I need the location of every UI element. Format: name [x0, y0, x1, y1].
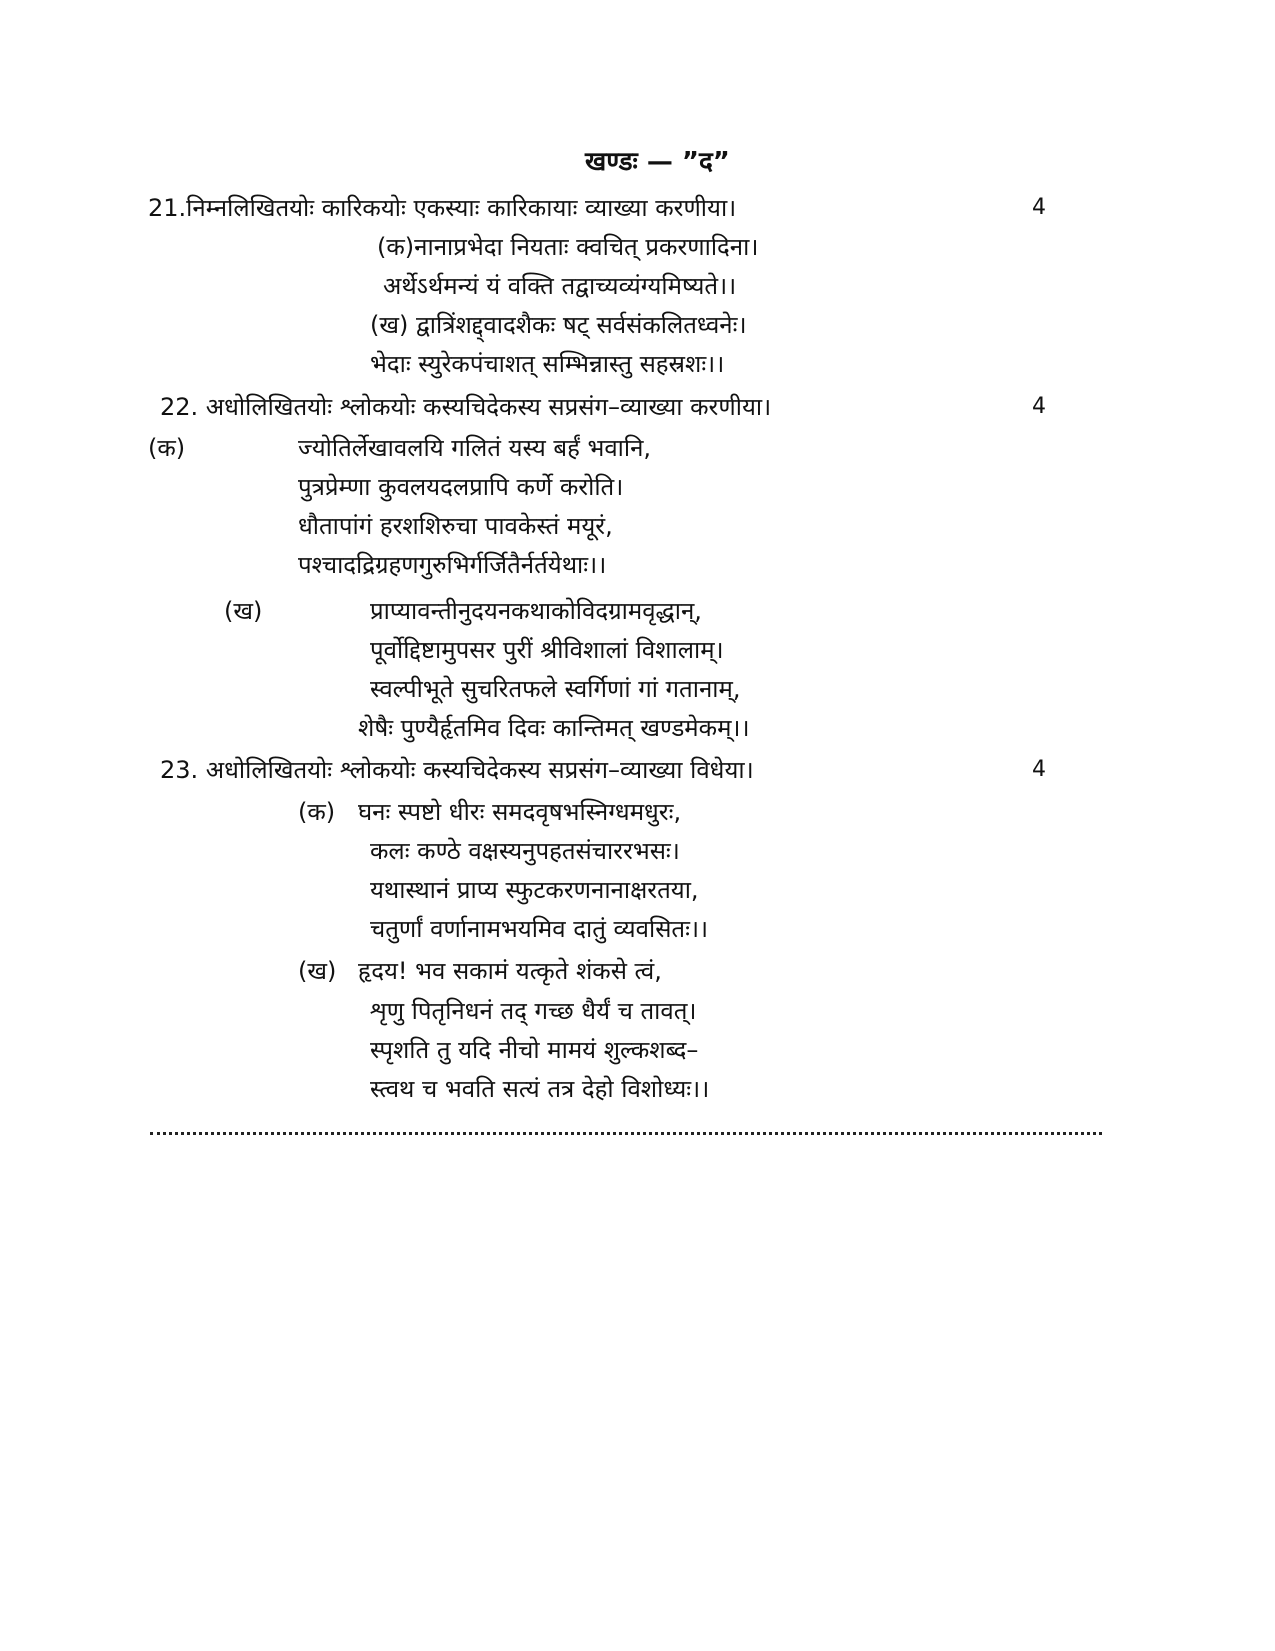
q21-marks: 4 — [1032, 195, 1046, 220]
q23-option-kha-line3: स्पृशति तु यदि नीचो मामयं शुल्कशब्द– — [370, 1036, 699, 1064]
q21-option-kha-line1: (ख) द्वात्रिंशद्द्वादशैकः षट् सर्वसंकलितध्वनेः। — [370, 311, 747, 339]
q22-option-ka-label: (क) — [148, 434, 186, 462]
q21-option-ka-line1: (क)नानाप्रभेदा नियताः क्वचित् प्रकरणादिना। — [377, 233, 759, 261]
q23-option-kha-line1: हृदय! भव सकामं यत्कृते शंकसे त्वं, — [358, 957, 662, 985]
q23-question: 23. अधोलिखितयोः श्लोकयोः कस्यचिदेकस्य सप्रसंग–व्याख्या विधेया। — [160, 756, 754, 784]
q23-option-ka-line1: घनः स्पष्टो धीरः समदवृषभस्निग्धमधुरः, — [358, 798, 682, 826]
q21-option-kha-line2: भेदाः स्युरेकपंचाशत् सम्भिन्नास्तु सहस्रशः।। — [370, 350, 725, 378]
q22-marks: 4 — [1032, 394, 1046, 419]
dotted-divider — [150, 1132, 1102, 1135]
q21-question: 21.निम्नलिखितयोः कारिकयोः एकस्याः कारिकायाः व्याख्या करणीया। — [148, 194, 737, 222]
q22-option-ka-line2: पुत्रप्रेम्णा कुवलयदलप्रापि कर्णे करोति। — [298, 473, 624, 501]
q22-option-kha-line2: पूर्वोद्दिष्टामुपसर पुरीं श्रीविशालां विशालाम्। — [370, 636, 724, 664]
q21-option-ka-line2: अर्थेऽर्थमन्यं यं वक्ति तद्वाच्यव्यंग्यमिष्यते।। — [383, 272, 737, 300]
q22-question: 22. अधोलिखितयोः श्लोकयोः कस्यचिदेकस्य सप्रसंग–व्याख्या करणीया। — [160, 393, 772, 421]
q23-option-kha-line4: स्त्वथ च भवति सत्यं तत्र देहो विशोध्यः।। — [370, 1075, 710, 1103]
q23-option-ka-label: (क) — [298, 798, 336, 826]
q23-option-kha-label: (ख) — [298, 957, 337, 985]
q22-option-kha-line1: प्राप्यावन्तीनुदयनकथाकोविदग्रामवृद्धान्, — [370, 597, 702, 625]
q23-marks: 4 — [1032, 757, 1046, 782]
section-heading: खण्डः — ”द” — [585, 147, 730, 177]
q23-option-ka-line4: चतुर्णां वर्णानामभयमिव दातुं व्यवसितः।। — [370, 915, 709, 943]
q22-option-kha-label: (ख) — [224, 597, 263, 625]
q23-option-kha-line2: शृणु पितृनिधनं तद् गच्छ धैर्यं च तावत्। — [370, 997, 697, 1025]
q22-option-ka-line4: पश्चादद्रिग्रहणगुरुभिर्गर्जितैर्नर्तयेथाः।। — [298, 551, 607, 579]
q23-option-ka-line2: कलः कण्ठे वक्षस्यनुपहतसंचाररभसः। — [370, 837, 680, 865]
q22-option-kha-line4: शेषैः पुण्यैर्हृतमिव दिवः कान्तिमत् खण्डमेकम्।। — [358, 714, 750, 742]
q23-option-ka-line3: यथास्थानं प्राप्य स्फुटकरणनानाक्षरतया, — [370, 876, 699, 904]
q22-option-ka-line1: ज्योतिर्लेखावलयि गलितं यस्य बर्हं भवानि, — [298, 434, 652, 462]
q22-option-ka-line3: धौतापांगं हरशशिरुचा पावकेस्तं मयूरं, — [298, 512, 613, 540]
q22-option-kha-line3: स्वल्पीभूते सुचरितफले स्वर्गिणां गां गतानाम्, — [370, 675, 741, 703]
